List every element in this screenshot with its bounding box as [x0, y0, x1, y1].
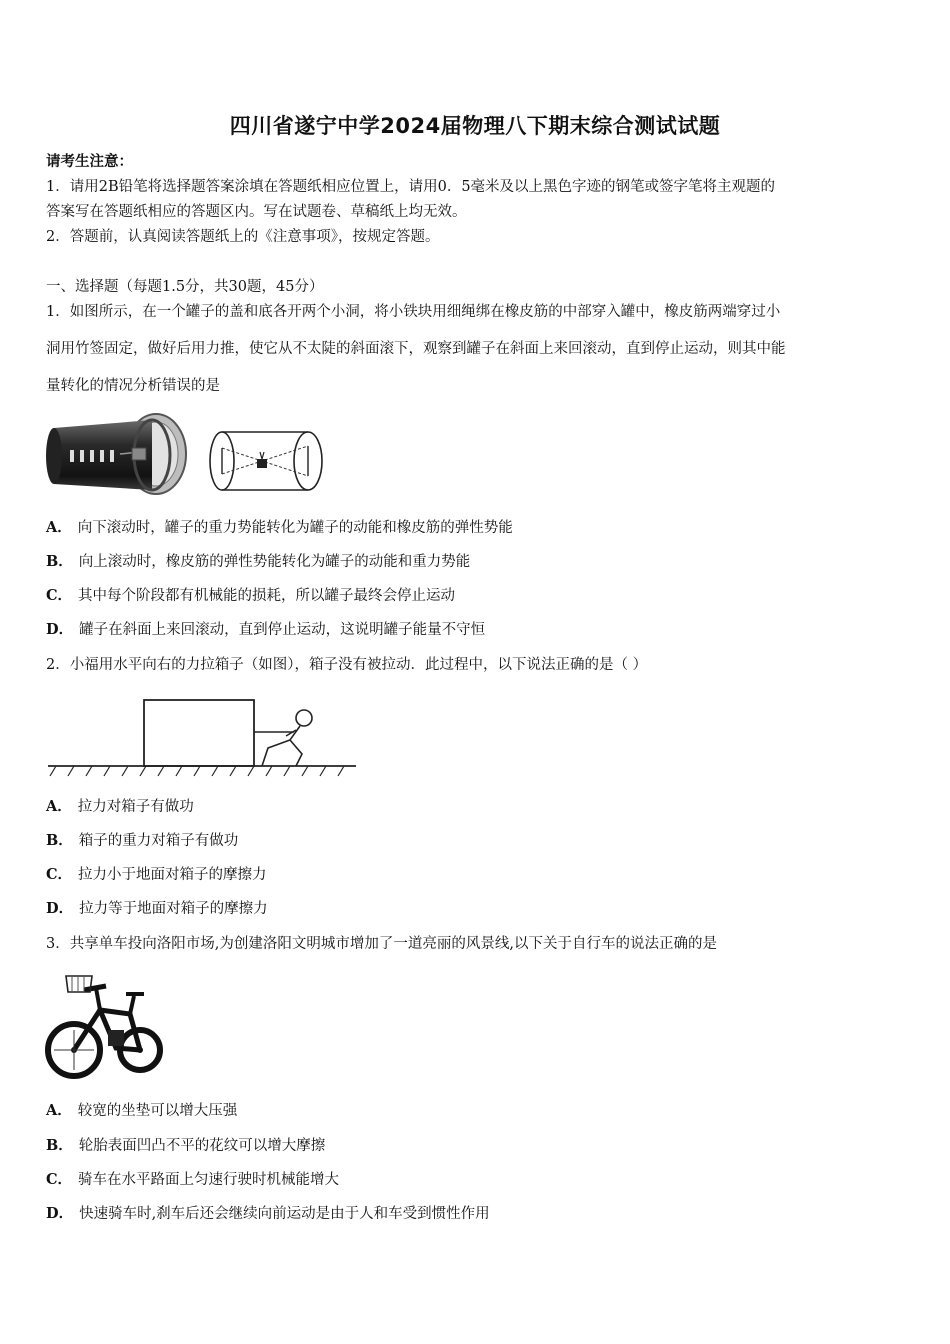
option-1c[interactable]: [46, 586, 455, 606]
bicycle-photo: [44, 970, 164, 1085]
option-key: D．: [46, 621, 74, 638]
option-key: B．: [46, 832, 73, 849]
option-key: D．: [46, 1205, 74, 1222]
option-text: 拉力小于地面对箱子的摩擦力: [78, 867, 267, 883]
option-key: C．: [46, 1171, 73, 1188]
can-diagram: [204, 428, 330, 496]
option-text: 箱子的重力对箱子有做功: [78, 833, 239, 849]
option-2b[interactable]: [46, 831, 238, 851]
option-3d[interactable]: [46, 1204, 490, 1224]
option-key: A．: [46, 798, 72, 815]
question-3-text: 3．共享单车投向洛阳市场,为创建洛阳文明城市增加了一道亮丽的风景线,以下关于自行车的说法正确的是: [46, 936, 717, 952]
notice-line: 答案写在答题纸相应的答题区内。写在试题卷、草稿纸上均无效。: [46, 204, 467, 220]
option-2a[interactable]: [46, 797, 194, 817]
section-heading: 一、选择题（每题1.5分，共30题，45分）: [46, 279, 324, 295]
option-text: 罐子在斜面上来回滚动，直到停止运动，这说明罐子能量不守恒: [79, 622, 486, 638]
page-title: 四川省遂宁中学2024届物理八下期末综合测试试题: [229, 114, 721, 138]
option-3a[interactable]: [46, 1101, 237, 1121]
option-key: D．: [46, 900, 74, 917]
question-2-text: 2．小福用水平向右的力拉箱子（如图），箱子没有被拉动．此过程中，以下说法正确的是（ ）: [46, 657, 648, 673]
option-key: B．: [46, 1137, 73, 1154]
option-3b[interactable]: [46, 1136, 325, 1156]
option-1b[interactable]: [46, 552, 470, 572]
box-pull-diagram: [46, 696, 358, 780]
option-1a[interactable]: [46, 518, 513, 538]
option-text: 向下滚动时，罐子的重力势能转化为罐子的动能和橡皮筋的弹性势能: [77, 520, 513, 536]
option-3c[interactable]: [46, 1170, 339, 1190]
option-key: B．: [46, 553, 73, 570]
option-key: C．: [46, 866, 73, 883]
option-1d[interactable]: [46, 620, 485, 640]
option-2c[interactable]: [46, 865, 267, 885]
option-text: 轮胎表面凹凸不平的花纹可以增大摩擦: [78, 1138, 326, 1154]
option-key: A．: [46, 519, 72, 536]
option-key: C．: [46, 587, 73, 604]
notice-line: 2．答题前，认真阅读答题纸上的《注意事项》，按规定答题。: [46, 229, 440, 245]
question-1-text: 1．如图所示，在一个罐子的盖和底各开两个小洞，将小铁块用细绳绑在橡皮筋的中部穿入罐中，橡皮筋两端穿过小: [46, 304, 781, 320]
option-text: 拉力对箱子有做功: [77, 799, 194, 815]
option-text: 快速骑车时,刹车后还会继续向前运动是由于人和车受到惯性作用: [79, 1206, 490, 1222]
option-text: 骑车在水平路面上匀速行驶时机械能增大: [78, 1172, 340, 1188]
option-2d[interactable]: [46, 899, 268, 919]
notice-line: 1．请用2B铅笔将选择题答案涂填在答题纸相应位置上，请用0．5毫米及以上黑色字迹的钢笔或签字笔将主观题的: [46, 179, 776, 195]
option-text: 较宽的坐垫可以增大压强: [77, 1103, 238, 1119]
option-text: 拉力等于地面对箱子的摩擦力: [79, 901, 268, 917]
question-1-text: 洞用竹签固定，做好后用力推，使它从不太陡的斜面滚下，观察到罐子在斜面上来回滚动，直到停止运动，则其中能: [46, 341, 786, 357]
option-text: 向上滚动时，橡皮筋的弹性势能转化为罐子的动能和重力势能: [78, 554, 471, 570]
notice-heading: 请考生注意：: [46, 153, 133, 170]
option-key: A．: [46, 1102, 72, 1119]
question-1-text: 量转化的情况分析错误的是: [46, 378, 220, 394]
option-text: 其中每个阶段都有机械能的损耗，所以罐子最终会停止运动: [78, 588, 456, 604]
can-photo: [44, 410, 189, 502]
